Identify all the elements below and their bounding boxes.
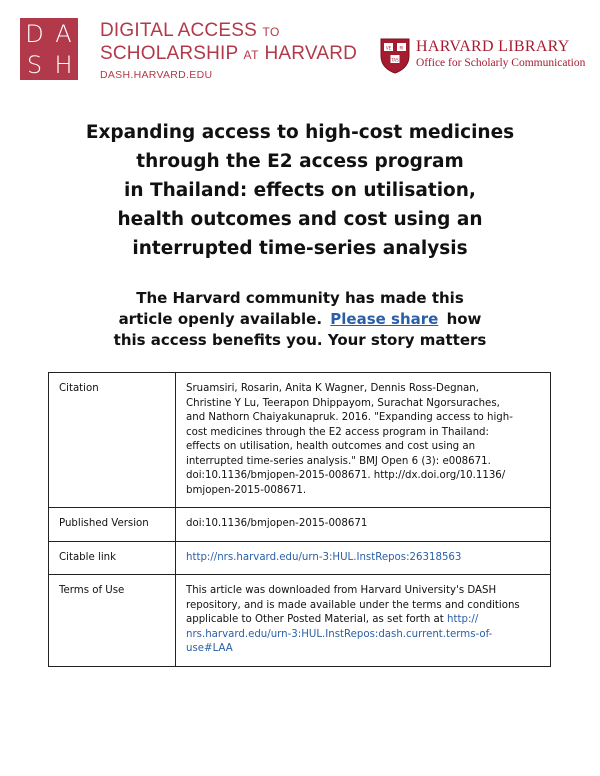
dash-logo-letter-a: A: [55, 19, 72, 48]
dash-logo: [20, 18, 78, 80]
published-version-label: Published Version: [49, 508, 176, 542]
title-line: through the E2 access program: [136, 151, 464, 172]
citable-link[interactable]: http://nrs.harvard.edu/urn-3:HUL.InstRepos:26318563: [186, 551, 462, 563]
dash-line-2: SCHOLARSHIP AT HARVARD: [100, 43, 358, 64]
dash-logo-letter-s: S: [26, 50, 43, 79]
harvard-library-wordmark: [416, 38, 585, 70]
citation-label: Citation: [49, 373, 176, 508]
table-row-terms-of-use: [49, 575, 551, 667]
harvard-library-office: Office for Scholarly Communication: [416, 57, 586, 69]
dash-line-1: DIGITAL ACCESS TO: [100, 20, 280, 41]
published-version-value: doi:10.1136/bmjopen-2015-008671: [176, 508, 551, 542]
community-message: [40, 288, 560, 351]
community-line-3: this access benefits you. Your story matters: [113, 331, 487, 349]
citation-value: Sruamsiri, Rosarin, Anita K Wagner, Dennis Ross-Degnan, Christine Y Lu, Teerapon Dhippayom, Surachat Ngorsuraches, and Nathorn Chaiyakunapruk. 2016. "Expanding access to high- cost medicines through the E2 access program in Thailand: effects on utilisation, health outcomes and cost using an interrupted time-series analysis." BMJ Open 6 (3): e008671. doi:10.1136/bmjopen-2015-008671. http://dx.doi.org/10.1136/ bmjopen-2015-008671.: [176, 373, 551, 508]
harvard-library-name: HARVARD LIBRARY: [416, 38, 570, 55]
community-line-2: article openly available. Please share how: [118, 310, 482, 328]
title-line: in Thailand: effects on utilisation,: [124, 180, 476, 201]
terms-of-use-label: Terms of Use: [49, 575, 176, 667]
table-row-citable-link: [49, 541, 551, 575]
dash-logo-letter-d: D: [25, 19, 44, 48]
shield-text-ve: VE: [385, 45, 392, 51]
table-row-citation: [49, 373, 551, 508]
title-line: health outcomes and cost using an: [117, 209, 483, 230]
shield-text-ri: RI: [399, 45, 404, 51]
metadata-table: [48, 372, 551, 667]
harvard-shield-icon: [380, 38, 410, 74]
table-row-published-version: [49, 508, 551, 542]
dash-wordmark: [100, 20, 357, 81]
terms-of-use-link[interactable]: http:// nrs.harvard.edu/urn-3:HUL.InstRepos:dash.current.terms-of- use#LAA: [186, 614, 493, 654]
title-line: interrupted time-series analysis: [132, 238, 468, 259]
article-title: [40, 118, 560, 263]
dash-url[interactable]: DASH.HARVARD.EDU: [100, 69, 213, 81]
please-share-link[interactable]: Please share: [330, 310, 439, 328]
citable-link-cell: [176, 541, 551, 575]
community-line-1: The Harvard community has made this: [136, 289, 464, 307]
shield-text-tas: TAS: [391, 57, 399, 63]
dash-logo-letter-h: H: [54, 50, 73, 79]
terms-of-use-value: This article was downloaded from Harvard University's DASH repository, and is made available under the terms and conditions applicable to Other Posted Material, as set forth at http:// nrs.harvard.edu/urn-3:HUL.InstRepos:dash.current.terms-of- use#LAA: [176, 575, 551, 667]
citable-link-label: Citable link: [49, 541, 176, 575]
title-line: Expanding access to high-cost medicines: [85, 122, 515, 143]
